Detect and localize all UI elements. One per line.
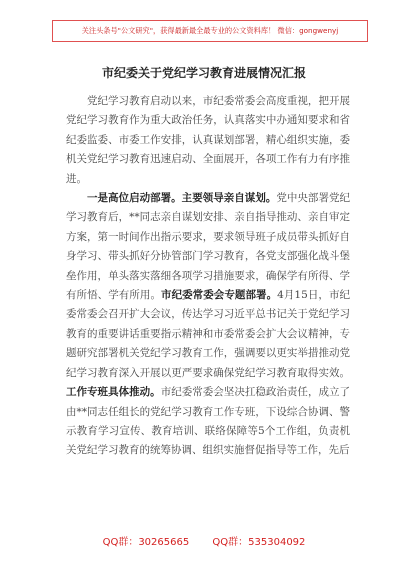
- paragraph-text: 4月15日，市纪委常委会召开扩大会议，传达学习习近平总书记关于党纪学习教育的重要讲话重要指示精神和市委常委会扩大会议精神，专题研究部署机关党纪学习教育工作，强调要以更实举措推动党纪学习教育深入开展以更严要求确保党纪学习教育取得实效。: [66, 289, 351, 379]
- header-notice-box: [52, 20, 368, 42]
- qq-group-2: QQ群：535304092: [212, 537, 306, 548]
- qq-group-1: QQ群：30265665: [102, 537, 190, 548]
- subheading: 工作专班具体推动。: [66, 386, 161, 399]
- paragraph-text: 党中央部署党纪学习教育后，**同志亲自谋划安排、亲自指导推动、亲自审定方案，第一时间作出指示要求，要求领导班子成员带头抓好自身学习、带头抓好分协管部门学习教育，各党支部强化战斗堡垒作用，单头落实落细各项学习措施要求，确保学有所得、学有所悟、学有所用。: [66, 192, 350, 302]
- header-notice-text: 关注头条号"公文研究"，获得最新最全最专业的公文资料库！ 微信：gongwenyj: [81, 26, 339, 35]
- paragraph-text: 党纪学习教育启动以来，市纪委常委会高度重视，把开展党纪学习教育作为重大政治任务，认真落实中办通知要求和省纪委监委、市委工作安排，认真谋划部署，精心组织实施，委机关党纪学习教育迅速启动、全面展开，各项工作有力有序推进。: [66, 95, 350, 185]
- document-body: [66, 92, 350, 461]
- paragraph-intro: [66, 92, 350, 189]
- subheading: 市纪委常委会专题部署。: [161, 289, 278, 302]
- footer-contacts: [0, 533, 408, 548]
- document-title: 市纪委关于党纪学习教育进展情况汇报: [101, 66, 306, 80]
- paragraph-text: 市纪委常委会坚决扛稳政治责任，成立了由**同志任组长的党纪学习教育工作专班，下设综合协调、警示教育学习宣传、教育培训、联络保障等5个工作组，负责机关党纪学习教育的统筹协调、组织实施督促指导等工作，先后: [66, 386, 351, 457]
- section-heading: 一是高位启动部署。主要领导亲自谋划。: [87, 192, 277, 205]
- paragraph-deployment: [66, 189, 350, 461]
